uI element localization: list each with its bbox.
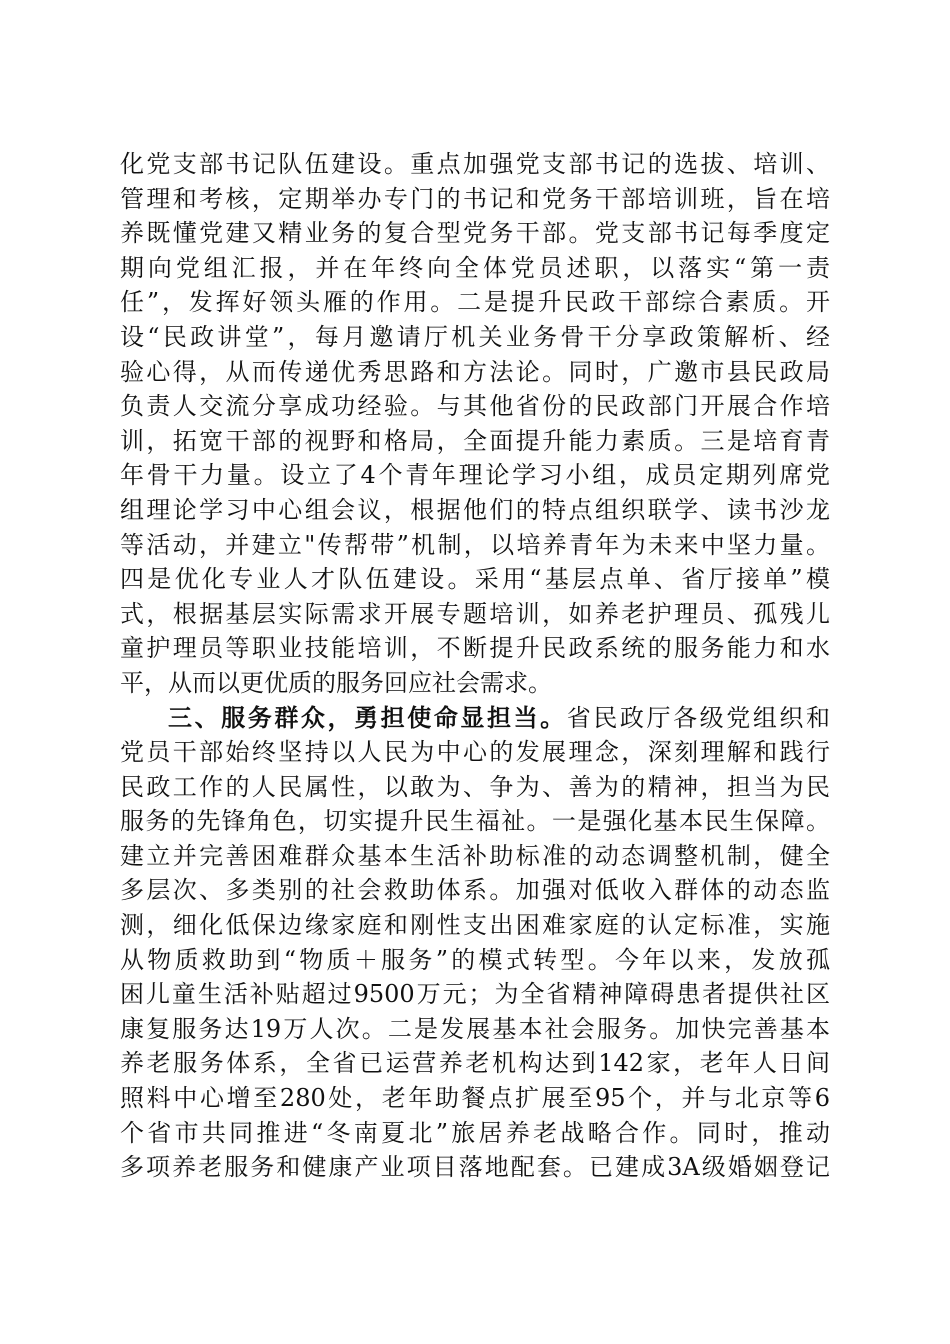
text-line: 训，拓宽干部的视野和格局，全面提升能力素质。三是培育青 (120, 426, 830, 455)
text-line: 个省市共同推进“冬南夏北”旅居养老战略合作。同时，推动 (120, 1118, 830, 1147)
text-line: 四是优化专业人才队伍建设。采用“基层点单、省厅接单”模 (120, 565, 830, 594)
text-line: 多层次、多类别的社会救助体系。加强对低收入群体的动态监 (120, 876, 830, 905)
text-line: 童护理员等职业技能培训，不断提升民政系统的服务能力和水 (120, 634, 830, 663)
text-line: 从物质救助到“物质＋服务”的模式转型。今年以来，发放孤 (120, 945, 830, 974)
section-heading-line (120, 701, 830, 736)
text-line: 民政工作的人民属性，以敢为、争为、善为的精神，担当为民 (120, 772, 830, 801)
text-line: 服务的先锋角色，切实提升民生福祉。一是强化基本民生保障。 (120, 807, 830, 836)
text-line: 康复服务达19万人次。二是发展基本社会服务。加快完善基本 (120, 1014, 830, 1043)
text-line: 年骨干力量。设立了4个青年理论学习小组，成员定期列席党 (120, 461, 830, 490)
text-line: 困儿童生活补贴超过9500万元；为全省精神障碍患者提供社区 (120, 980, 830, 1009)
text-line: 管理和考核，定期举办专门的书记和党务干部培训班，旨在培 (120, 184, 830, 213)
text-line: 等活动，并建立"传帮带”机制，以培养青年为未来中坚力量。 (120, 530, 830, 559)
text-line: 照料中心增至280处，老年助餐点扩展至95个，并与北京等6 (120, 1084, 830, 1113)
text-line: 建立并完善困难群众基本生活补助标准的动态调整机制，健全 (120, 841, 830, 870)
text-line: 化党支部书记队伍建设。重点加强党支部书记的选拔、培训、 (120, 150, 830, 178)
section-heading-rest: 省民政厅各级党组织和 (566, 703, 830, 732)
text-line: 验心得，从而传递优秀思路和方法论。同时，广邀市县民政局 (120, 357, 830, 386)
text-line: 多项养老服务和健康产业项目落地配套。已建成3A级婚姻登记 (120, 1153, 830, 1182)
text-line: 式，根据基层实际需求开展专题培训，如养老护理员、孤残儿 (120, 599, 830, 628)
section-heading: 三、服务群众，勇担使命显担当。 (168, 702, 567, 732)
text-line: 组理论学习中心组会议，根据他们的特点组织联学、读书沙龙 (120, 495, 830, 524)
text-line: 养老服务体系，全省已运营养老机构达到142家，老年人日间 (120, 1049, 830, 1078)
text-line: 负责人交流分享成功经验。与其他省份的民政部门开展合作培 (120, 392, 830, 421)
text-line: 党员干部始终坚持以人民为中心的发展理念，深刻理解和践行 (120, 738, 830, 767)
text-line: 期向党组汇报，并在年终向全体党员述职，以落实“第一责 (120, 253, 830, 282)
body-text (120, 147, 830, 1185)
text-line: 养既懂党建又精业务的复合型党务干部。党支部书记每季度定 (120, 219, 830, 248)
text-line: 任”，发挥好领头雁的作用。二是提升民政干部综合素质。开 (120, 288, 830, 317)
text-line: 测，细化低保边缘家庭和刚性支出困难家庭的认定标准，实施 (120, 911, 830, 940)
text-line: 设“民政讲堂”，每月邀请厅机关业务骨干分享政策解析、经 (120, 322, 830, 351)
text-line: 平，从而以更优质的服务回应社会需求。 (120, 668, 552, 697)
